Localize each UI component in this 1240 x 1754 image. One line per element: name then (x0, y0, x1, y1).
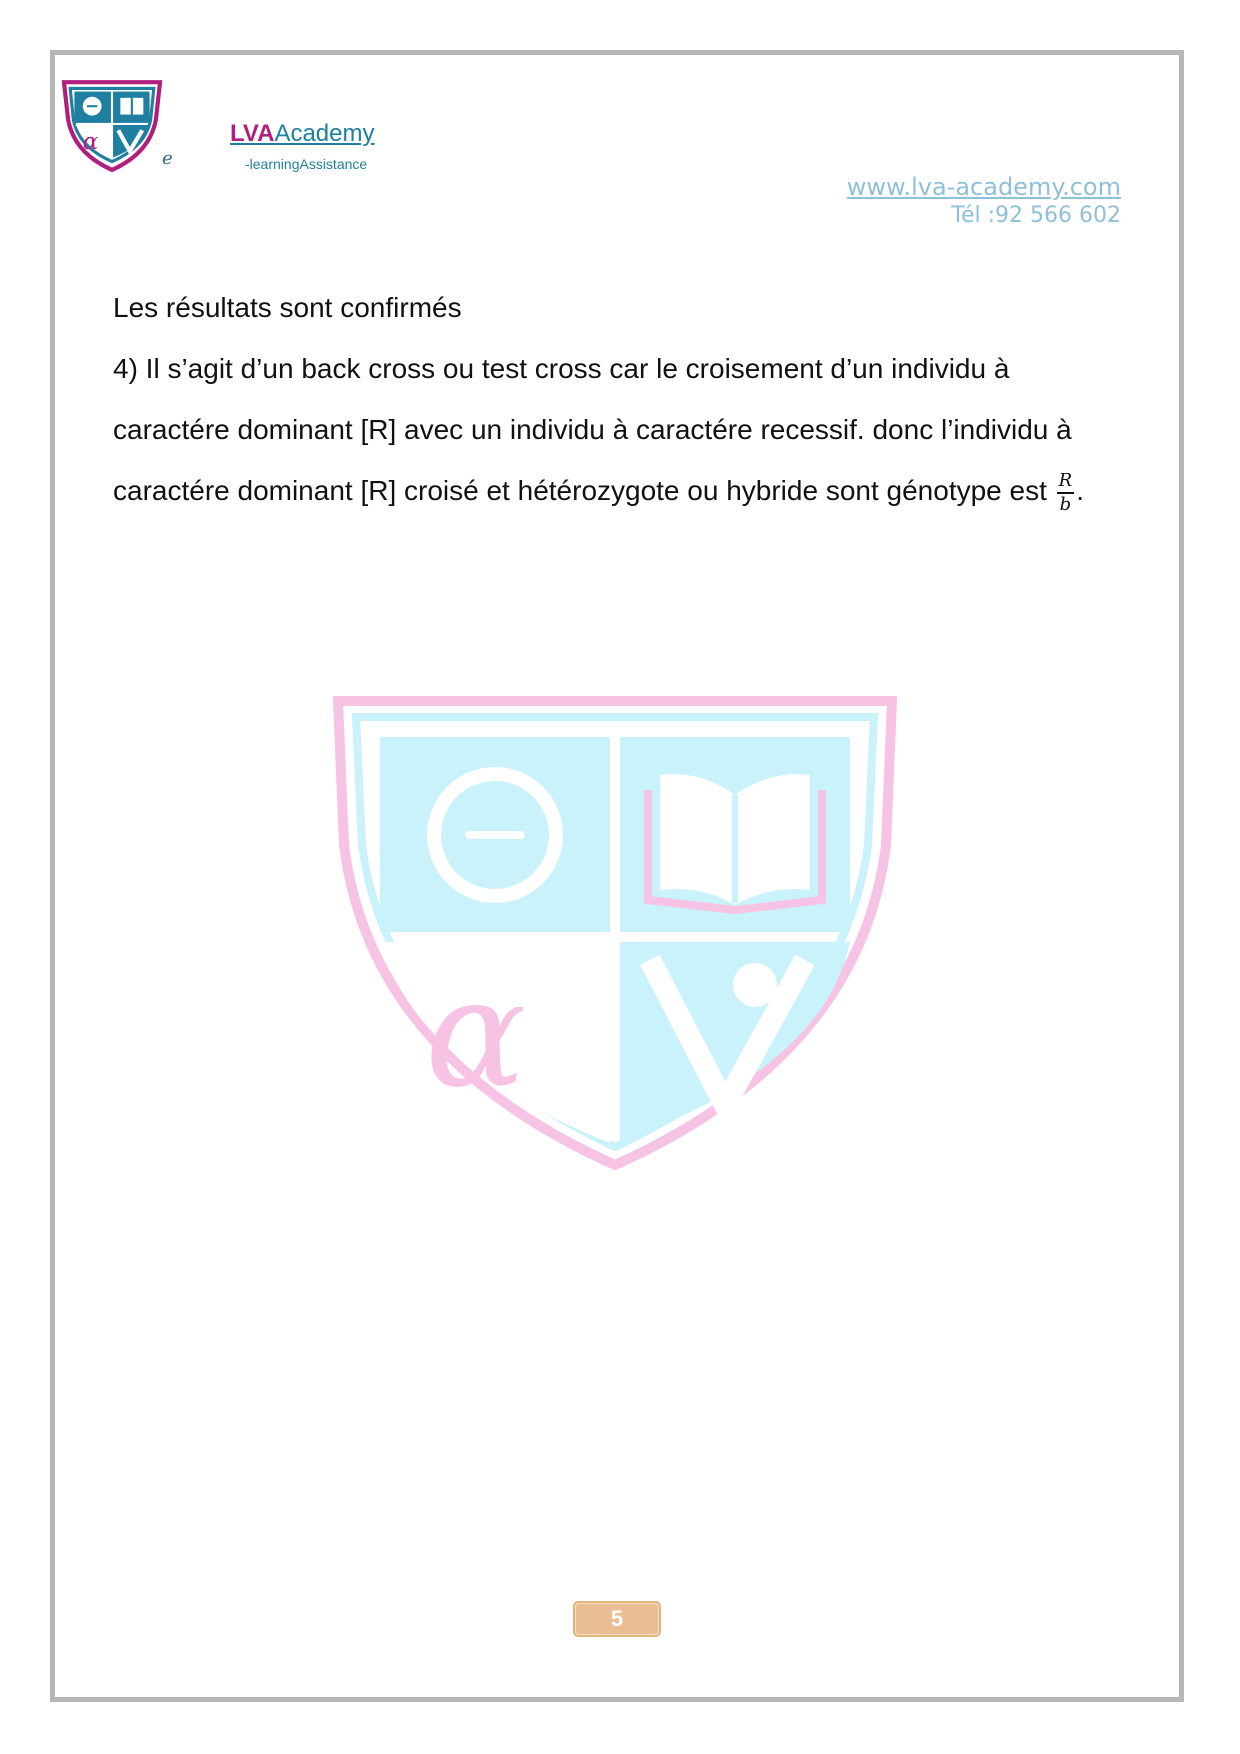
results-line: Les résultats sont confirmés (113, 292, 462, 323)
fraction-denominator: b (1059, 493, 1072, 515)
lva-academy-logo (58, 78, 166, 172)
logo-e-letter: e (162, 148, 173, 169)
answer-text: 4) Il s’agit d’un back cross ou test cross car le croisement d’un individu à caractére dominant [R] avec un individu à caractére recessif. donc l’individu à caractére dominant [R] croisé et hétérozygote ou hybride sont génotype est (113, 353, 1072, 506)
answer-paragraph (113, 338, 1123, 521)
brand-lva: LVA (230, 120, 275, 147)
fraction-numerator: R (1057, 470, 1075, 494)
brand-name (230, 120, 374, 148)
document-body (113, 277, 1123, 521)
logo-alpha: α (82, 129, 99, 156)
website-link[interactable]: www.lva-academy.com (846, 173, 1121, 201)
phone-number: Tél :92 566 602 (951, 203, 1121, 228)
genotype-fraction (1057, 470, 1075, 516)
watermark-logo (330, 695, 900, 1170)
page-number-box (573, 1601, 661, 1637)
paragraph-period: . (1076, 475, 1084, 506)
contact-info (847, 172, 1121, 230)
brand-tagline: -learningAssistance (245, 156, 368, 172)
brand-academy: Academy (274, 120, 375, 147)
watermark-alpha: α (425, 947, 527, 1121)
page-number: 5 (576, 1604, 658, 1634)
